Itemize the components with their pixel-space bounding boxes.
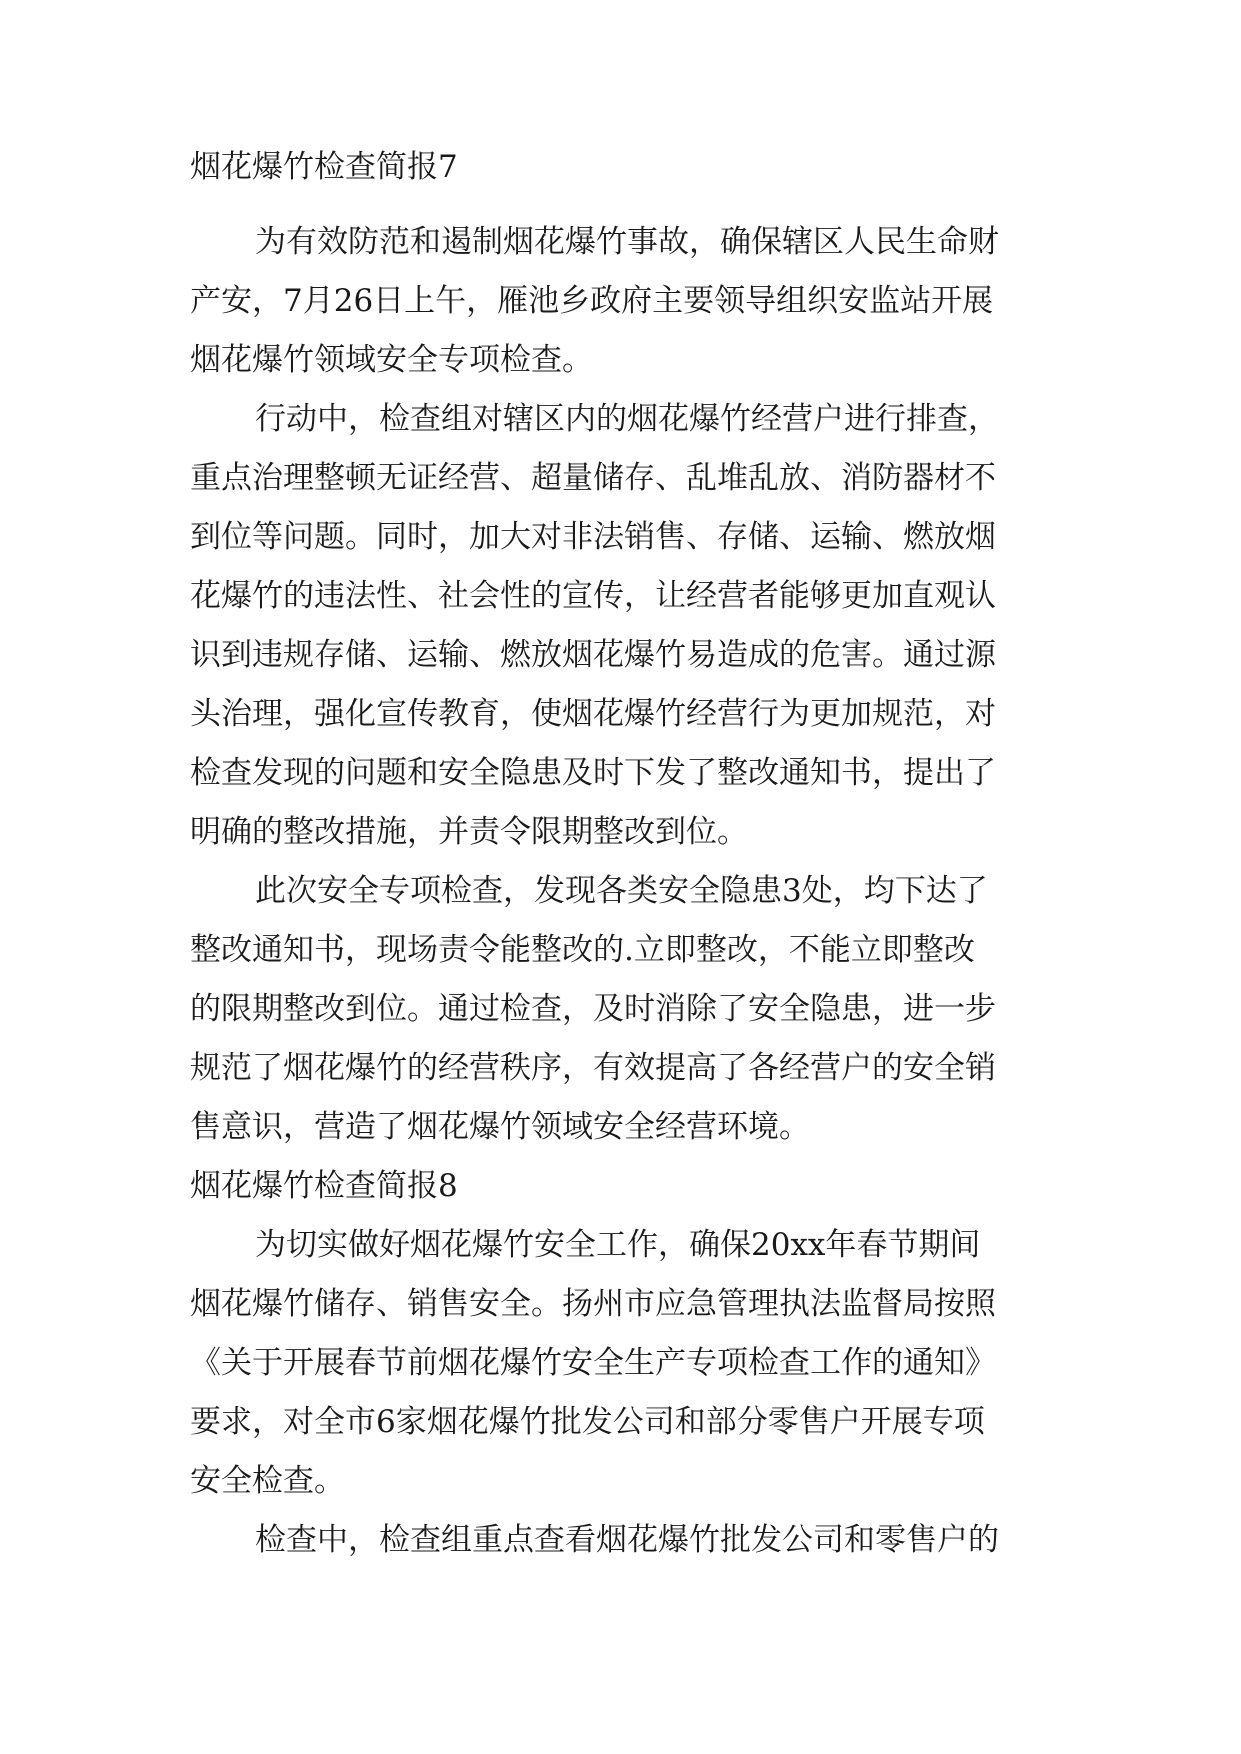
paragraph-line: 售意识，营造了烟花爆竹领域安全经营环境。	[190, 1109, 810, 1145]
paragraph-line: 整改通知书，现场责令能整改的.立即整改，不能立即整改	[190, 932, 975, 968]
paragraph-line: 识到违规存储、运输、燃放烟花爆竹易造成的危害。通过源	[190, 637, 996, 673]
paragraph-line: 检查发现的问题和安全隐患及时下发了整改通知书，提出了	[190, 755, 996, 791]
paragraph-line: 《关于开展春节前烟花爆竹安全生产专项检查工作的通知》	[190, 1345, 996, 1381]
paragraph-line: 安全检查。	[190, 1463, 345, 1499]
section-heading: 烟花爆竹检查简报8	[190, 1168, 458, 1204]
paragraph-line: 产安，7月26日上午，雁池乡政府主要领导组织安监站开展	[190, 283, 994, 319]
paragraph-line: 的限期整改到位。通过检查，及时消除了安全隐患，进一步	[190, 991, 996, 1027]
paragraph-line: 烟花爆竹领域安全专项检查。	[190, 342, 593, 378]
section-heading: 烟花爆竹检查简报7	[190, 149, 458, 185]
paragraph-line: 到位等问题。同时，加大对非法销售、存储、运输、燃放烟	[190, 519, 996, 555]
paragraph-line: 花爆竹的违法性、社会性的宣传，让经营者能够更加直观认	[190, 578, 996, 614]
paragraph-line: 此次安全专项检查，发现各类安全隐患3处，均下达了	[255, 873, 988, 909]
paragraph-line: 为切实做好烟花爆竹安全工作，确保20xx年春节期间	[255, 1227, 981, 1263]
paragraph-line: 要求，对全市6家烟花爆竹批发公司和部分零售户开展专项	[190, 1404, 985, 1440]
paragraph-line: 重点治理整顿无证经营、超量储存、乱堆乱放、消防器材不	[190, 460, 996, 496]
paragraph-line: 烟花爆竹储存、销售安全。扬州市应急管理执法监督局按照	[190, 1286, 996, 1322]
paragraph-line: 行动中，检查组对辖区内的烟花爆竹经营户进行排查，	[255, 401, 999, 437]
paragraph-line: 明确的整改措施，并责令限期整改到位。	[190, 814, 748, 850]
paragraph-line: 为有效防范和遏制烟花爆竹事故，确保辖区人民生命财	[255, 224, 999, 260]
paragraph-line: 头治理，强化宣传教育，使烟花爆竹经营行为更加规范，对	[190, 696, 996, 732]
paragraph-line: 规范了烟花爆竹的经营秩序，有效提高了各经营户的安全销	[190, 1050, 996, 1086]
paragraph-line: 检查中，检查组重点查看烟花爆竹批发公司和零售户的	[255, 1522, 999, 1558]
